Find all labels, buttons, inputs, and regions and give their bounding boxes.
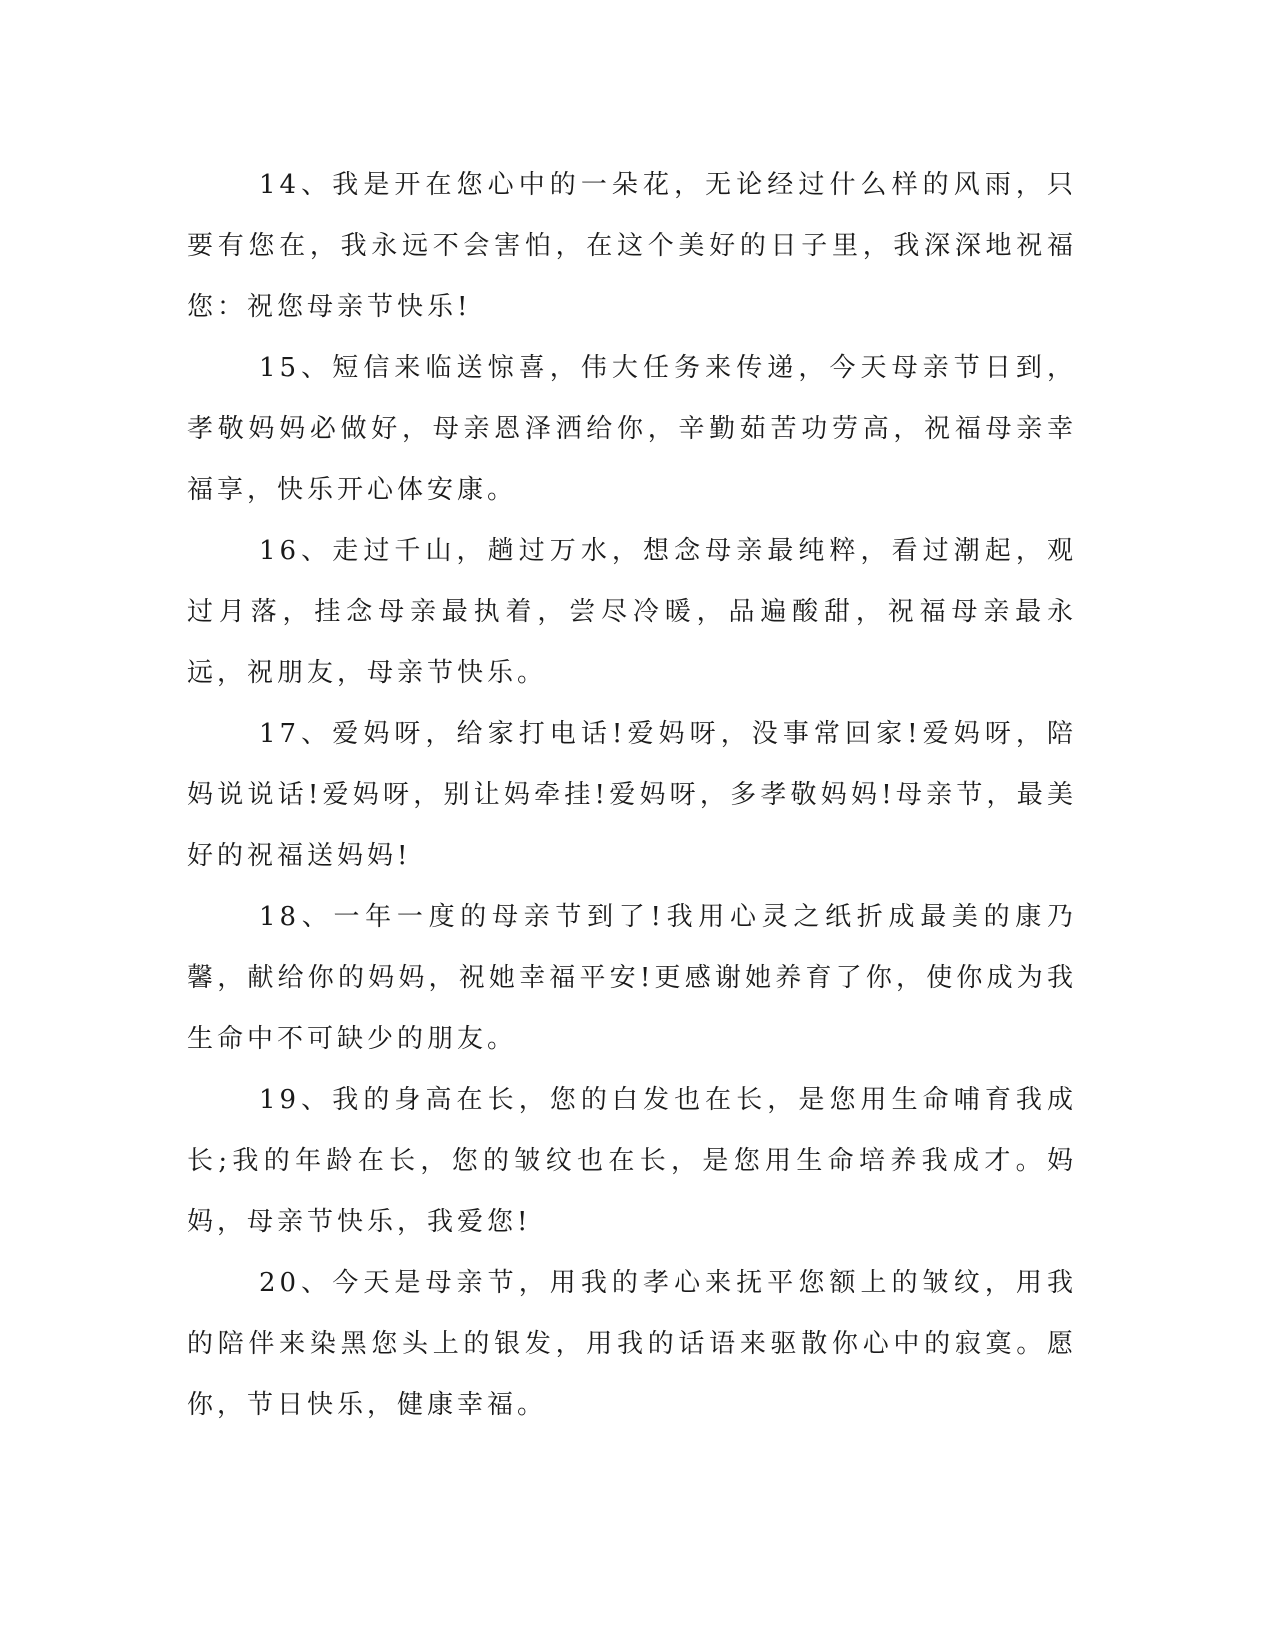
paragraph-20: 20、今天是母亲节，用我的孝心来抚平您额上的皱纹，用我的陪伴来染黑您头上的银发，用我的话语来驱散你心中的寂寞。愿你，节日快乐，健康幸福。 bbox=[187, 1268, 1077, 1420]
paragraph-17: 17、爱妈呀，给家打电话!爱妈呀，没事常回家!爱妈呀，陪妈说说话!爱妈呀，别让妈牵挂!爱妈呀，多孝敬妈妈!母亲节，最美好的祝福送妈妈! bbox=[187, 719, 1077, 871]
paragraph-15: 15、短信来临送惊喜，伟大任务来传递，今天母亲节日到，孝敬妈妈必做好，母亲恩泽洒给你，辛勤茹苦功劳高，祝福母亲幸福享，快乐开心体安康。 bbox=[187, 353, 1077, 505]
paragraph-16: 16、走过千山，趟过万水，想念母亲最纯粹，看过潮起，观过月落，挂念母亲最执着，尝尽冷暖，品遍酸甜，祝福母亲最永远，祝朋友，母亲节快乐。 bbox=[187, 536, 1077, 688]
paragraph-18: 18、一年一度的母亲节到了!我用心灵之纸折成最美的康乃馨，献给你的妈妈，祝她幸福平安!更感谢她养育了你，使你成为我生命中不可缺少的朋友。 bbox=[187, 902, 1077, 1054]
paragraph-19: 19、我的身高在长，您的白发也在长，是您用生命哺育我成长;我的年龄在长，您的皱纹也在长，是您用生命培养我成才。妈妈，母亲节快乐，我爱您! bbox=[187, 1085, 1077, 1237]
paragraph-14: 14、我是开在您心中的一朵花，无论经过什么样的风雨，只要有您在，我永远不会害怕，在这个美好的日子里，我深深地祝福您：祝您母亲节快乐! bbox=[187, 170, 1077, 322]
document-body bbox=[187, 155, 1077, 1436]
